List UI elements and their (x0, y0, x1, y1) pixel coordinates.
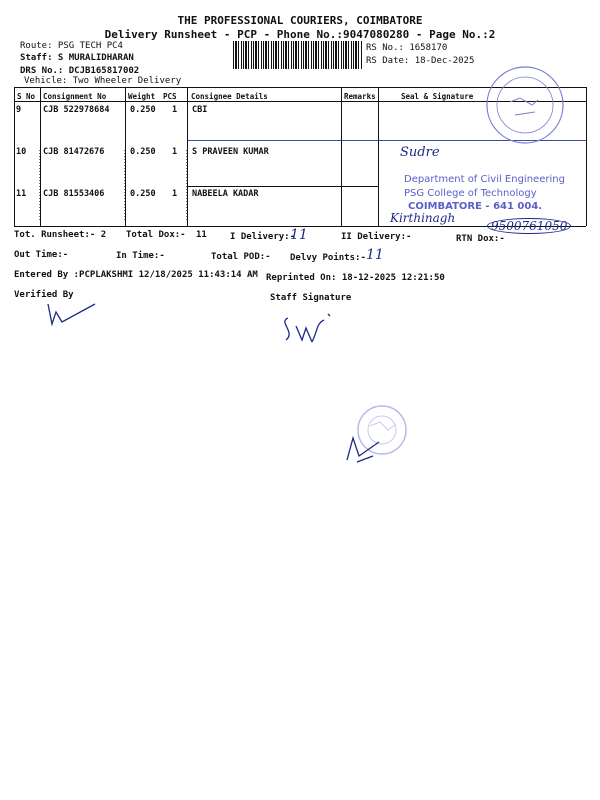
staff-signature-label: Staff Signature (270, 293, 352, 303)
reprinted-on: Reprinted On: 18-12-2025 12:21:50 (266, 273, 445, 283)
col-pcs: PCS (163, 92, 177, 101)
round-seal-stamp (480, 60, 570, 150)
col-sno: S No (17, 92, 36, 101)
entered-by: Entered By :PCPLAKSHMI 12/18/2025 11:43:14 AM (14, 270, 258, 280)
rtn-dox-label: RTN Dox:- (456, 234, 505, 244)
delvy-points-handwritten: 11 (366, 247, 384, 263)
in-time-label: In Time:- (116, 251, 165, 261)
total-dox-value: 11 (196, 230, 207, 240)
col-weight: Weight (128, 92, 156, 101)
col-remarks: Remarks (344, 92, 376, 101)
signature-row11: Kirthinagh (390, 211, 456, 225)
vehicle-label: Vehicle: Two Wheeler Delivery (24, 76, 182, 86)
col-consignment: Consignment No (43, 92, 107, 101)
stamp-college: PSG College of Technology (404, 188, 537, 199)
company-title: THE PROFESSIONAL COURIERS, COIMBATORE (177, 14, 423, 27)
handwritten-phone: 9500761050 (487, 218, 571, 234)
stamp-city: COIMBATORE - 641 004. (408, 201, 543, 212)
total-pod-label: Total POD:- (211, 252, 271, 262)
i-delivery-handwritten: 11 (290, 227, 308, 243)
total-dox-label: Total Dox:- (126, 230, 186, 240)
signature-row10: Sudre (400, 145, 440, 160)
out-time-label: Out Time:- (14, 250, 69, 260)
runsheet-subtitle: Delivery Runsheet - PCP - Phone No.:9047080280 - Page No.:2 (104, 28, 496, 41)
stamp-dept: Department of Civil Engineering (404, 174, 565, 185)
rs-number: RS No.: 1658170 (366, 43, 448, 53)
verified-signature-icon (40, 300, 100, 330)
col-seal-signature: Seal & Signature (401, 92, 474, 101)
delvy-points-label: Delvy Points:- (290, 253, 366, 263)
staff-signature-icon (278, 310, 338, 350)
i-delivery-label: I Delivery:- (230, 232, 296, 242)
rs-date: RS Date: 18-Dec-2025 (366, 56, 475, 66)
barcode (233, 41, 363, 69)
staff-label: Staff: S MURALIDHARAN (20, 53, 134, 63)
tot-runsheet: Tot. Runsheet:- 2 (14, 230, 107, 240)
drs-number: DRS No.: DCJB165817002 (20, 66, 140, 76)
lower-signature-icon (343, 432, 383, 466)
col-consignee: Consignee Details (191, 92, 268, 101)
verified-by-label: Verified By (14, 290, 74, 300)
ii-delivery-label: II Delivery:- (341, 232, 412, 242)
route-label: Route: PSG TECH PC4 (20, 41, 123, 51)
